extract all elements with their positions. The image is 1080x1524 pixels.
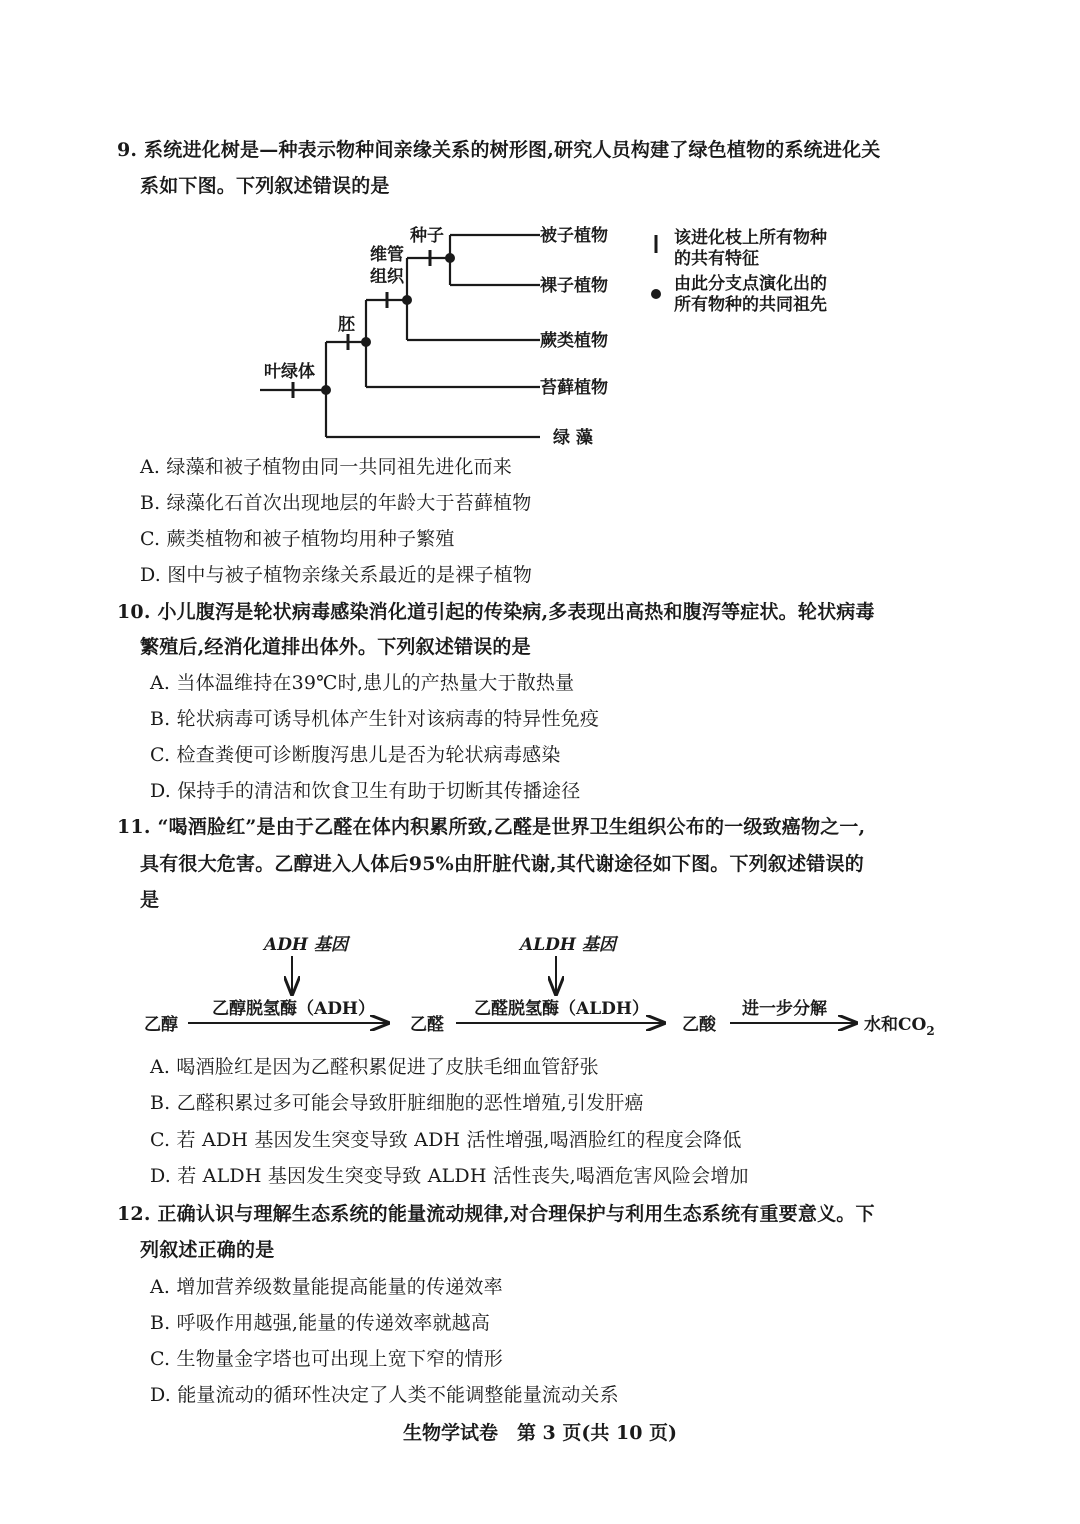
q9-option-d: D. 图中与被子植物亲缘关系最近的是裸子植物 [140, 564, 533, 586]
q10-option-b: B. 轮状病毒可诱导机体产生针对该病毒的特异性免疫 [150, 708, 600, 730]
enzyme-label: 乙醇脱氢酶（ADH） [212, 999, 375, 1019]
gene-label: ALDH 基因 [520, 935, 616, 955]
taxon-label: 被子植物 [540, 226, 608, 246]
gene-label: ADH 基因 [264, 935, 348, 955]
q10-option-c: C. 检查粪便可诊断腹泻患儿是否为轮状病毒感染 [150, 744, 561, 766]
q12-option-d: D. 能量流动的循环性决定了人类不能调整能量流动关系 [150, 1384, 619, 1406]
page-footer: 生物学试卷 第 3 页(共 10 页) [402, 1422, 678, 1444]
q10-stem-line1: 10. 小儿腹泻是轮状病毒感染消化道引起的传染病,多表现出高热和腹泻等症状。轮状病毒 [117, 601, 875, 623]
q9-stem-line2: 系如下图。下列叙述错误的是 [140, 175, 390, 197]
q11-stem-line3: 是 [140, 889, 160, 911]
q12-stem-line2: 列叙述正确的是 [140, 1239, 275, 1261]
q12-stem-line1: 12. 正确认识与理解生态系统的能量流动规律,对合理保护与利用生态系统有重要意义。下 [117, 1203, 875, 1225]
q10-option-d: D. 保持手的清洁和饮食卫生有助于切断其传播途径 [150, 780, 581, 802]
trait-label: 种子 [410, 226, 444, 246]
q11-option-a: A. 喝酒脸红是因为乙醛积累促进了皮肤毛细血管舒张 [150, 1056, 599, 1078]
legend-text: 所有物种的共同祖先 [674, 295, 827, 315]
node-dot [361, 337, 371, 347]
product-subscript: 2 [926, 1024, 935, 1038]
substance-label: 乙酸 [682, 1015, 716, 1035]
taxon-label: 蕨类植物 [540, 331, 608, 351]
q9-option-c: C. 蕨类植物和被子植物均用种子繁殖 [140, 528, 455, 550]
taxon-label: 绿 藻 [553, 428, 593, 448]
metabolic-pathway-diagram [140, 928, 960, 1043]
legend-text: 该进化枝上所有物种 [674, 228, 827, 248]
substance-label: 乙醛 [410, 1015, 444, 1035]
q9-option-a: A. 绿藻和被子植物由同一共同祖先进化而来 [140, 456, 513, 478]
q11-stem-line1: 11. “喝酒脸红”是由于乙醛在体内积累所致,乙醛是世界卫生组织公布的一级致癌物之一, [117, 816, 866, 838]
q11-option-d: D. 若 ALDH 基因发生突变导致 ALDH 活性丧失,喝酒危害风险会增加 [150, 1165, 749, 1187]
q11-option-c: C. 若 ADH 基因发生突变导致 ADH 活性增强,喝酒脸红的程度会降低 [150, 1129, 742, 1151]
q11-stem-line2: 具有很大危害。乙醇进入人体后95%由肝脏代谢,其代谢途径如下图。下列叙述错误的 [140, 853, 864, 875]
q12-option-c: C. 生物量金字塔也可出现上宽下窄的情形 [150, 1348, 503, 1370]
q10-option-a: A. 当体温维持在39℃时,患儿的产热量大于散热量 [150, 672, 575, 694]
legend-dot [651, 289, 661, 299]
taxon-label: 裸子植物 [540, 276, 608, 296]
step-label: 进一步分解 [742, 999, 827, 1019]
legend-text: 的共有特征 [674, 249, 759, 269]
q9-option-b: B. 绿藻化石首次出现地层的年龄大于苔藓植物 [140, 492, 532, 514]
trait-label: 组织 [370, 267, 404, 287]
q10-stem-line2: 繁殖后,经消化道排出体外。下列叙述错误的是 [140, 636, 531, 658]
q9-stem-line1: 9. 系统进化树是—种表示物种间亲缘关系的树形图,研究人员构建了绿色植物的系统进化关 [117, 139, 881, 161]
enzyme-label: 乙醛脱氢酶（ALDH） [474, 999, 649, 1019]
taxon-label: 苔藓植物 [540, 378, 608, 398]
product-label: 水和$CO_2$ [864, 1015, 935, 1038]
substance-label: 乙醇 [144, 1015, 178, 1035]
phylogenetic-tree-diagram [250, 215, 870, 455]
node-dot [402, 295, 412, 305]
legend-text: 由此分支点演化出的 [674, 274, 827, 294]
trait-label: 胚 [338, 315, 355, 335]
node-dot [445, 253, 455, 263]
q12-option-b: B. 呼吸作用越强,能量的传递效率就越高 [150, 1312, 491, 1334]
trait-label: 叶绿体 [264, 362, 315, 382]
node-dot [321, 385, 331, 395]
q12-option-a: A. 增加营养级数量能提高能量的传递效率 [150, 1276, 503, 1298]
q11-option-b: B. 乙醛积累过多可能会导致肝脏细胞的恶性增殖,引发肝癌 [150, 1092, 644, 1114]
trait-label: 维管 [370, 245, 404, 265]
